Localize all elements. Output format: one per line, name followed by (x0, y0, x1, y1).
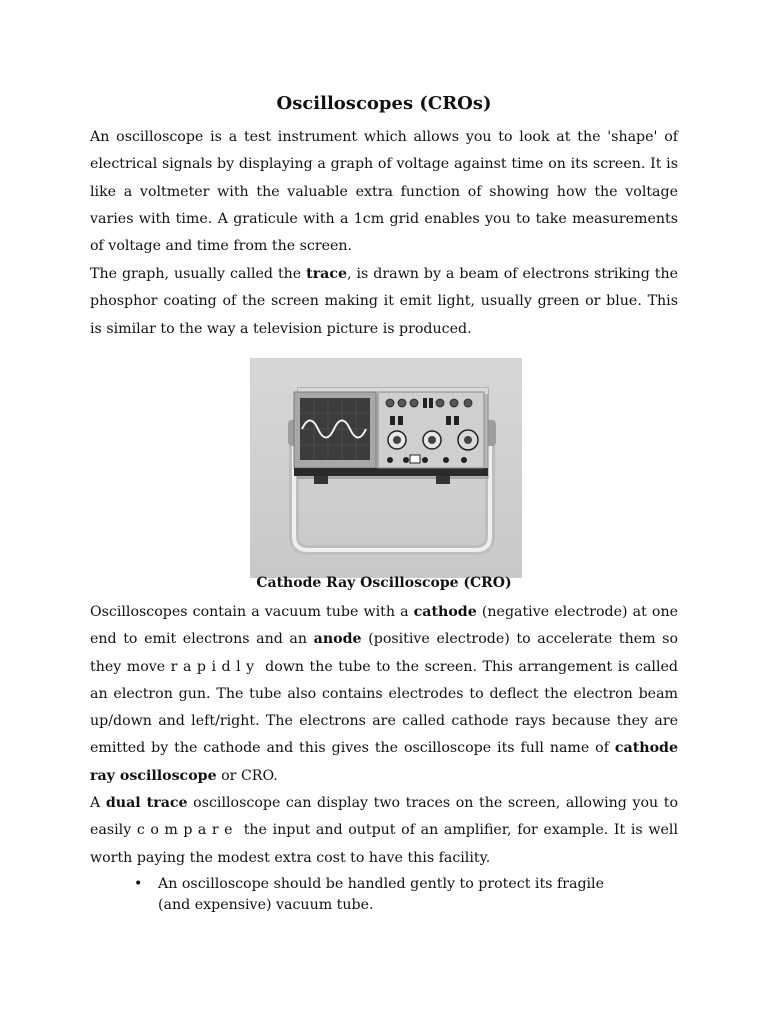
paragraph-cathode (90, 599, 678, 790)
text-run: Oscilloscopes contain a vacuum tube with a (90, 604, 414, 620)
list-item (130, 874, 630, 916)
paragraph-dual-trace (90, 790, 678, 872)
spaced-word-compare: compare (136, 822, 239, 839)
text-run: A (90, 795, 106, 811)
text-run: (negative electrode) at one end to emit electrons and an (90, 604, 678, 648)
bold-term-anode: anode (313, 631, 362, 648)
bold-term-cro: cathode ray oscilloscope (90, 740, 678, 784)
text-run: (positive electrode) to accelerate them so they move (90, 631, 678, 675)
oscilloscope-photo (250, 358, 522, 578)
bullet-list (130, 874, 630, 916)
spaced-word-rapidly: rapidly (170, 658, 260, 675)
bullet-marker: • (134, 876, 143, 892)
bold-term-trace: trace (306, 266, 348, 282)
figure-caption: Cathode Ray Oscilloscope (CRO) (256, 575, 512, 591)
oscilloscope-illustration (250, 358, 522, 578)
bold-term-cathode: cathode (413, 604, 477, 620)
text-run: down the tube to the screen. This arrangement is called an electron gun. The tube also contains electrodes to deflect the electron beam up/down and left/right. The electrons are called cathode rays because they are emitted by the cathode and this gives the oscilloscope its full name of (90, 658, 678, 757)
text-run: oscilloscope can display two traces on the screen, allowing you to easily (90, 795, 678, 839)
list-item-text: An oscilloscope should be handled gently to protect its fragile (and expensive) vacuum tube. (158, 876, 604, 913)
bold-term-dual-trace: dual trace (105, 795, 188, 811)
page-title: Oscilloscopes (CROs) (276, 93, 492, 114)
paragraph-trace (90, 261, 678, 343)
text-run: The graph, usually called the (90, 266, 307, 282)
text-run: or CRO. (216, 767, 278, 784)
text-run: , is drawn by a beam of electrons striking the phosphor coating of the screen making it emit light, usually green or blue. This is similar to the way a television picture is produced. (90, 266, 678, 337)
paragraph-intro: An oscilloscope is a test instrument which allows you to look at the 'shape' of electrical signals by displaying a graph of voltage against time on its screen. It is like a voltmeter with the valuable extra function of showing how the voltage varies with time. A graticule with a 1cm grid enables you to take measurements of voltage and time from the screen. (90, 129, 678, 255)
text-run: the input and output of an amplifier, for example. It is well worth paying the modest extra cost to have this facility. (90, 822, 678, 866)
